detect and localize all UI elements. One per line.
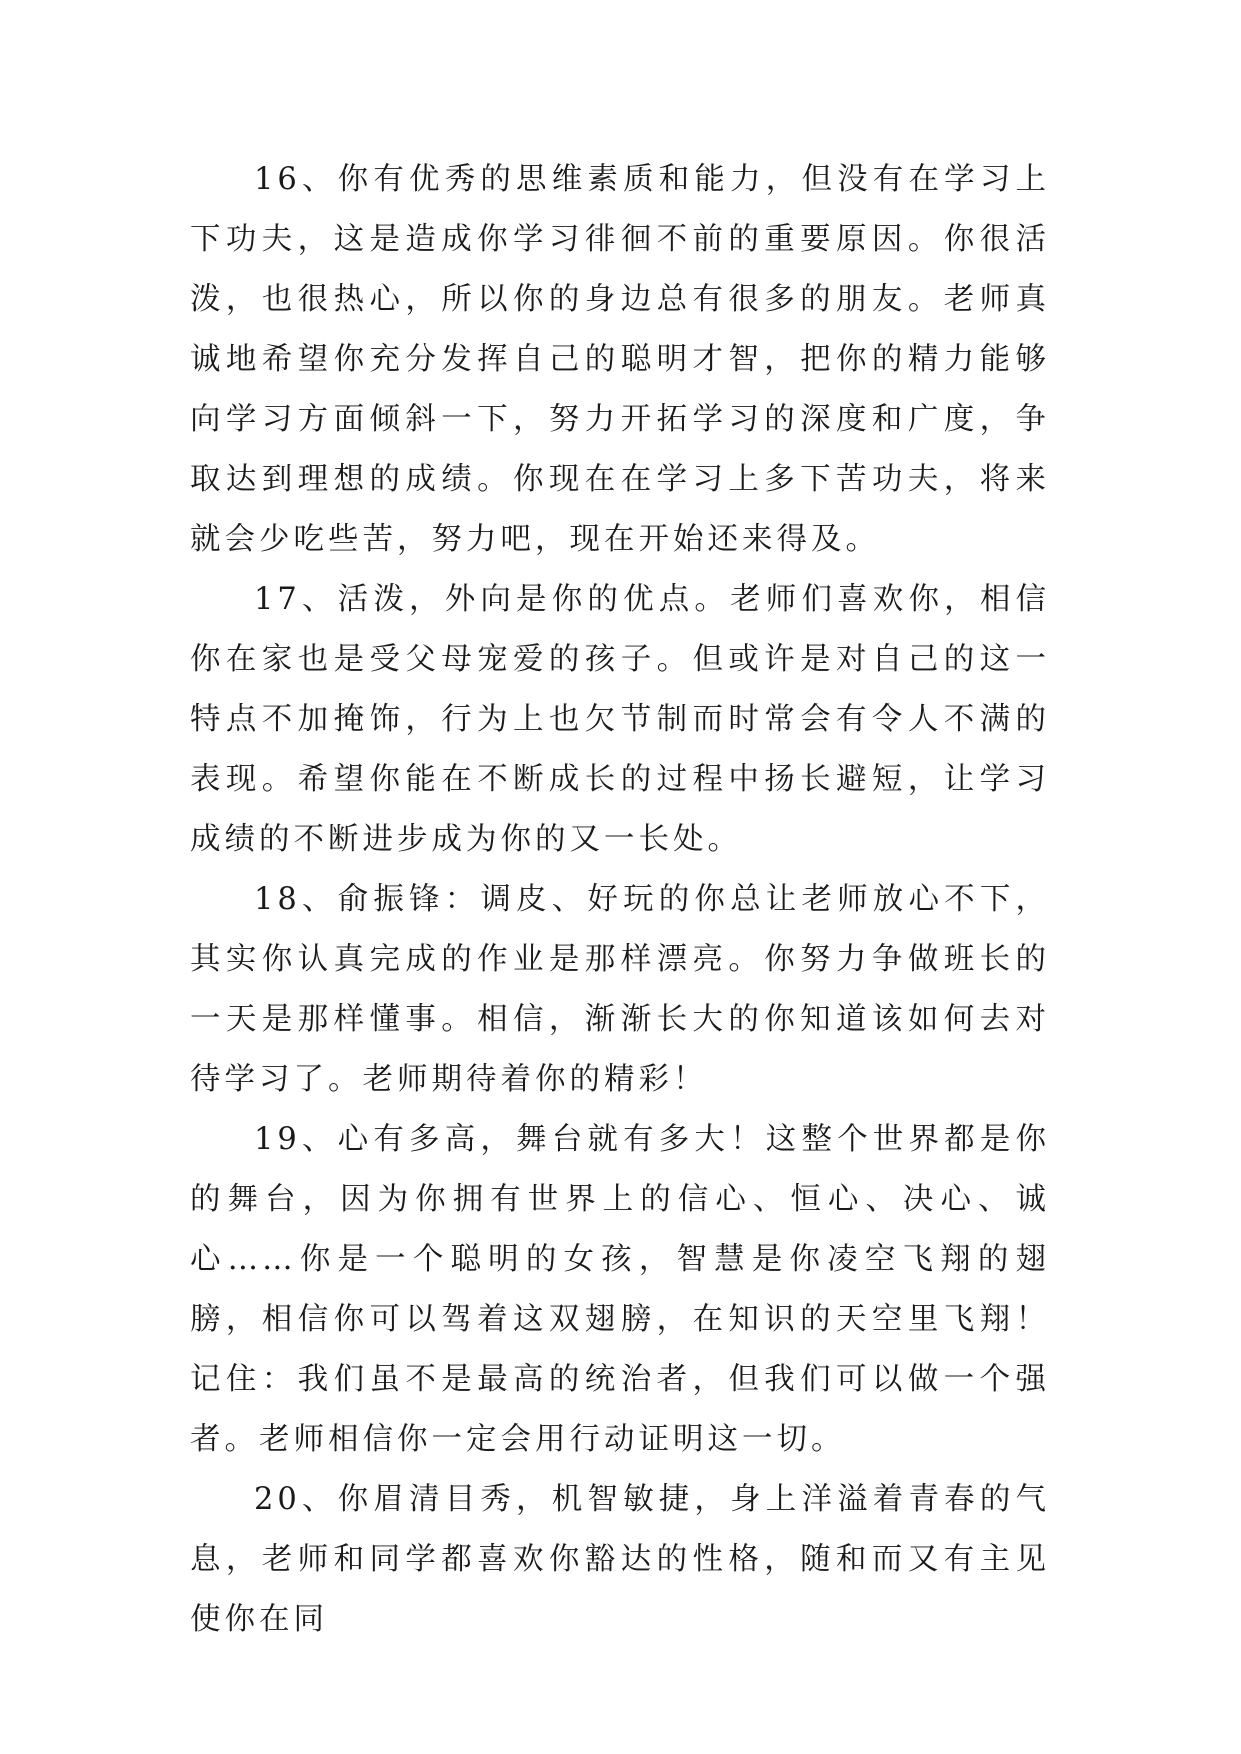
document-body — [190, 150, 1050, 1650]
paragraph-19: 19、心有多高，舞台就有多大！这整个世界都是你的舞台，因为你拥有世界上的信心、恒心、决心、诚心……你是一个聪明的女孩，智慧是你凌空飞翔的翅膀，相信你可以驾着这双翅膀，在知识的天空里飞翔！记住：我们虽不是最高的统治者，但我们可以做一个强者。老师相信你一定会用行动证明这一切。 — [190, 1122, 1050, 1457]
paragraph-18: 18、俞振锋：调皮、好玩的你总让老师放心不下，其实你认真完成的作业是那样漂亮。你努力争做班长的一天是那样懂事。相信，渐渐长大的你知道该如何去对待学习了。老师期待着你的精彩！ — [190, 882, 1050, 1097]
paragraph-16: 16、你有优秀的思维素质和能力，但没有在学习上下功夫，这是造成你学习徘徊不前的重要原因。你很活泼，也很热心，所以你的身边总有很多的朋友。老师真诚地希望你充分发挥自己的聪明才智，把你的精力能够向学习方面倾斜一下，努力开拓学习的深度和广度，争取达到理想的成绩。你现在在学习上多下苦功夫，将来就会少吃些苦，努力吧，现在开始还来得及。 — [190, 162, 1050, 557]
paragraph-17: 17、活泼，外向是你的优点。老师们喜欢你，相信你在家也是受父母宠爱的孩子。但或许是对自己的这一特点不加掩饰，行为上也欠节制而时常会有令人不满的表现。希望你能在不断成长的过程中扬长避短，让学习成绩的不断进步成为你的又一长处。 — [190, 582, 1050, 857]
paragraph-20: 20、你眉清目秀，机智敏捷，身上洋溢着青春的气息，老师和同学都喜欢你豁达的性格，随和而又有主见使你在同 — [190, 1482, 1050, 1637]
